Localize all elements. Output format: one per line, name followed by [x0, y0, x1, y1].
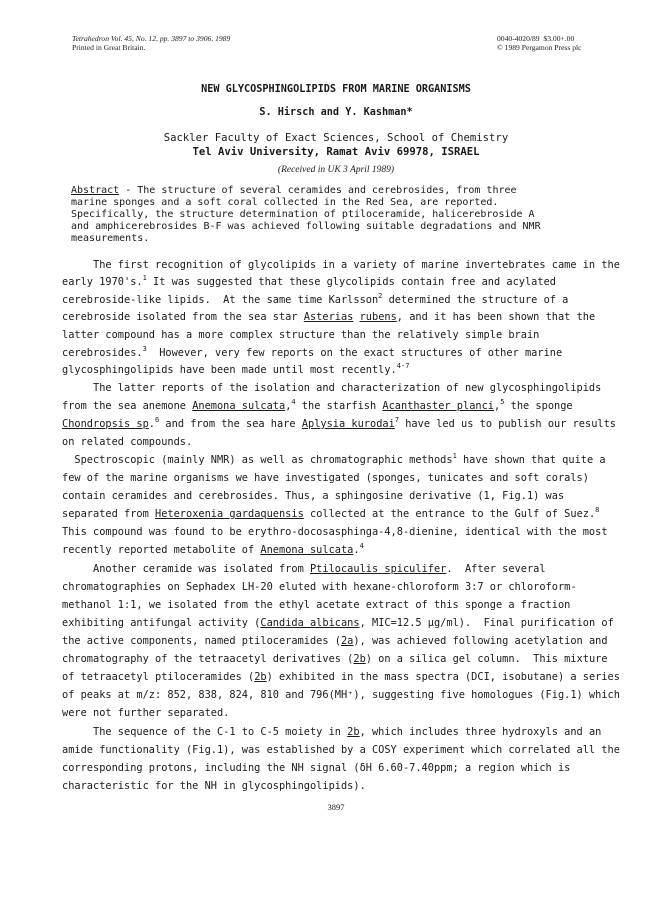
species-name: Aplysia kurodai — [301, 418, 395, 430]
copyright: © 1989 Pergamon Press plc — [497, 43, 582, 52]
body-line: methanol 1:1, we isolated from the ethyl acetate extract of this sponge a fraction — [62, 599, 571, 611]
body-line: characteristic for the NH in glycosphingolipids). — [62, 780, 366, 792]
body-line: The sequence of the C-1 to C-5 moiety in 2b, which includes three hydroxyls and an — [62, 726, 602, 738]
body-line: glycosphingolipids have been made until most recently.$^{4-7}$ — [62, 362, 410, 376]
affiliation-line-2: Tel Aviv University, Ramat Aviv 69978, ISRAEL — [192, 146, 480, 158]
affiliation-line-1: Sackler Faculty of Exact Sciences, School of Chemistry — [163, 132, 509, 144]
abstract-line-4: and amphicerebrosides B-F was achieved following suitable degradations and NMR — [71, 221, 541, 232]
body-line: from the sea anemone Anemona sulcata,$^4$ the starfish Acanthaster planci,$^5$ the sponge — [62, 398, 573, 412]
body-line: on related compounds. — [62, 436, 193, 448]
page-number: 3897 — [327, 802, 345, 812]
body-line: early 1970's.$^1$ It was suggested that these glycolipids contain free and acylated — [62, 274, 556, 288]
compound-ref: 2b — [254, 671, 267, 683]
compound-ref: 2b — [347, 726, 360, 738]
printed-note: Printed in Great Britain. — [72, 43, 146, 52]
body-line: separated from Heteroxenia gardaquensis collected at the entrance to the Gulf of Suez.$^8$ — [62, 506, 600, 520]
species-name: Chondropsis sp — [62, 418, 149, 430]
species-name: rubens — [359, 311, 397, 323]
body-line: of peaks at m/z: 852, 838, 824, 810 and 796(MH⁺), suggesting five homologues (Fig.1) which — [62, 689, 620, 701]
species-name: Acanthaster planci — [382, 400, 494, 412]
body-line: The latter reports of the isolation and characterization of new glycosphingolipids — [62, 382, 602, 394]
received-date: (Received in UK 3 April 1989) — [277, 165, 395, 175]
species-name: Asterias — [303, 311, 354, 323]
article-title: NEW GLYCOSPHINGOLIPIDS FROM MARINE ORGANISMS — [201, 84, 471, 95]
species-name: Ptilocaulis spiculifer — [309, 563, 447, 575]
body-line: exhibiting antifungal activity (Candida albicans, MIC=12.5 μg/ml). Final purification of — [62, 617, 614, 629]
abstract-line-2: marine sponges and a soft coral collected in the Red Sea, are reported. — [71, 197, 499, 208]
abstract-label: Abstract — [71, 185, 120, 196]
body-line: Chondropsis sp.$^6$ and from the sea hare Aplysia kurodai$^7$ have led us to publish our results — [62, 416, 617, 430]
body-line: latter compound has a more complex structure than the relatively simple brain — [62, 329, 540, 341]
body-line: chromatography of the tetraacetyl derivatives (2b) on a silica gel column. This mixture — [62, 653, 608, 665]
body-line: contain ceramides and cerebrosides. Thus, a sphingosine derivative (1, Fig.1) was — [62, 490, 565, 502]
species-name: Candida albicans — [260, 617, 360, 629]
abstract-line-5: measurements. — [71, 233, 150, 244]
species-name: Anemona sulcata — [192, 400, 286, 412]
body-line: Another ceramide was isolated from Ptilocaulis spiculifer. After several — [62, 563, 546, 575]
compound-ref: 2b — [353, 653, 366, 665]
body-line: of tetraacetyl ptiloceramides (2b) exhibited in the mass spectra (DCI, isobutane) a series — [62, 671, 620, 683]
body-line: This compound was found to be erythro-docosasphinga-4,8-dienine, identical with the most — [62, 526, 608, 538]
body-line: cerebroside isolated from the sea star Asterias rubens, and it has been shown that the — [62, 311, 596, 323]
body-line: amide functionality (Fig.1), was established by a COSY experiment which correlated all the — [62, 744, 620, 756]
journal-citation: Tetrahedron Vol. 45, No. 12, pp. 3897 to 3906, 1989 — [72, 34, 231, 43]
body-line: were not further separated. — [62, 707, 230, 719]
body-line: The first recognition of glycolipids in a variety of marine invertebrates came in the — [62, 259, 620, 271]
issn-price: 0040-4020/89 $3.00+.00 — [497, 34, 575, 43]
abstract-line-1: Abstract - The structure of several ceramides and cerebrosides, from three — [71, 185, 517, 196]
body-line: the active components, named ptiloceramides (2a), was achieved following acetylation and — [62, 635, 608, 647]
species-name: Anemona sulcata — [260, 544, 354, 556]
abstract-line-3: Specifically, the structure determination of ptiloceramide, halicerebroside A — [71, 209, 535, 220]
body-line: cerebroside-like lipids. At the same time Karlsson$^2$ determined the structure of a — [62, 292, 569, 306]
body-line: chromatographies on Sephadex LH-20 eluted with hexane-chloroform 3:7 or chloroform- — [62, 581, 577, 593]
body-line: cerebrosides.$^3$ However, very few reports on the exact structures of other marine — [62, 345, 563, 359]
species-name: Heteroxenia gardaquensis — [155, 508, 304, 520]
body-line: corresponding protons, including the NH signal (δH 6.60-7.40ppm; a region which is — [62, 762, 571, 774]
body-line: few of the marine organisms we have investigated (sponges, tunicates and soft corals) — [62, 472, 589, 484]
body-line: Spectroscopic (mainly NMR) as well as chromatographic methods$^1$ have shown that quite a — [62, 452, 606, 466]
body-line: recently reported metabolite of Anemona sulcata.$^4$ — [62, 542, 364, 556]
compound-ref: 2a — [340, 635, 354, 647]
authors: S. Hirsch and Y. Kashman* — [259, 107, 413, 118]
